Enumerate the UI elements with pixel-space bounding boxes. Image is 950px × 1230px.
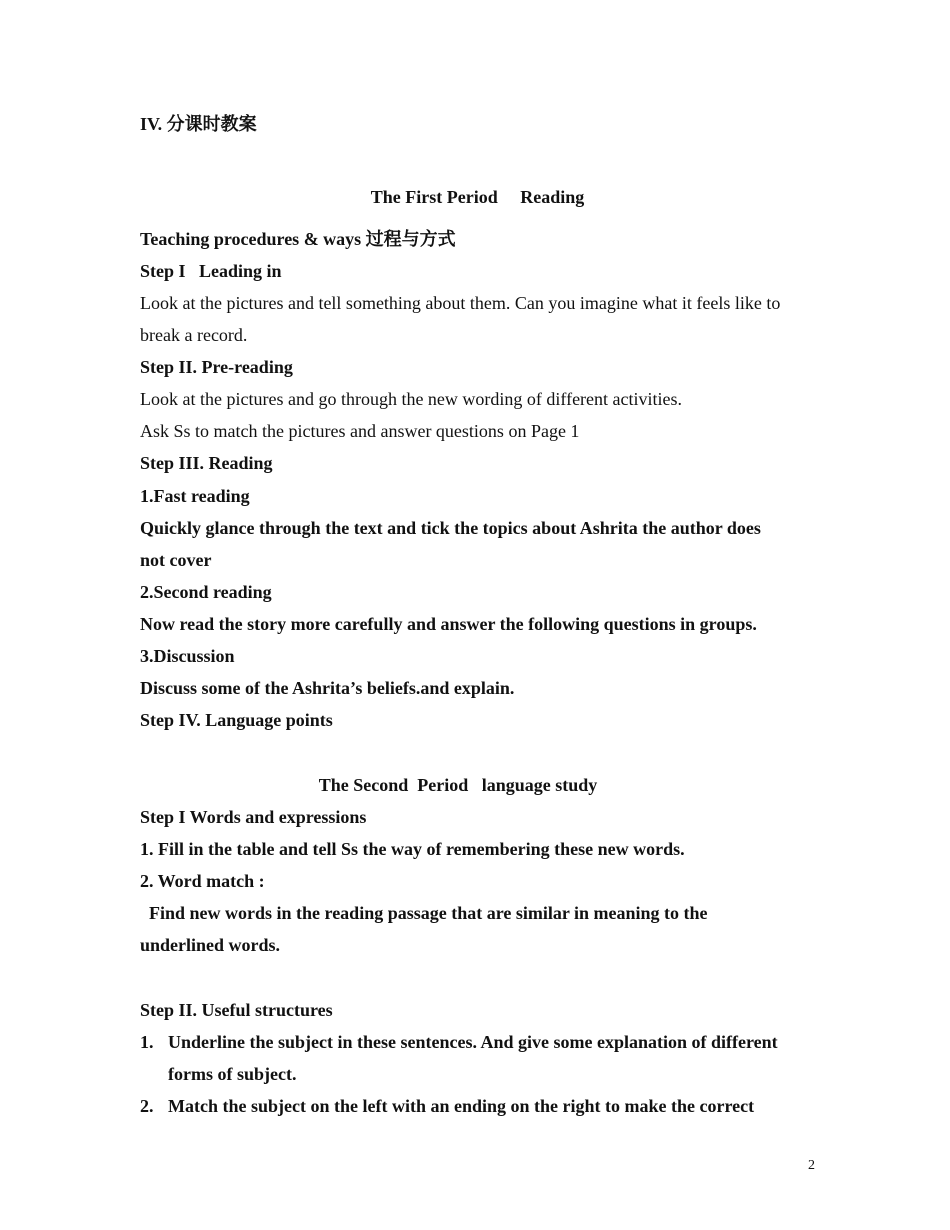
step4-title: Step IV. Language points	[140, 710, 333, 730]
p2-step1-title: Step I Words and expressions	[140, 807, 367, 827]
fast-reading-text-line1: Quickly glance through the text and tick the topics about Ashrita the author does	[140, 518, 761, 538]
p2-item1: 1. Fill in the table and tell Ss the way of remembering these new words.	[140, 839, 685, 859]
step3-title: Step III. Reading	[140, 453, 273, 473]
list-item-2-line1: Match the subject on the left with an ending on the right to make the correct	[168, 1096, 755, 1116]
procedures-heading: Teaching procedures & ways 过程与方式	[140, 229, 456, 249]
step1-title: Step I Leading in	[140, 261, 282, 281]
fast-reading-text-line2: not cover	[140, 550, 212, 570]
step1-text-line2: break a record.	[140, 325, 248, 345]
list-item-1-line2: forms of subject.	[168, 1064, 297, 1084]
step2-text-line1: Look at the pictures and go through the new wording of different activities.	[140, 389, 683, 409]
p2-step2-title: Step II. Useful structures	[140, 1000, 333, 1020]
list-item-1-line1: Underline the subject in these sentences. And give some explanation of different	[168, 1032, 778, 1052]
step2-title: Step II. Pre-reading	[140, 357, 293, 377]
p2-item2-text-line2: underlined words.	[140, 935, 281, 955]
list-item-2-number: 2.	[140, 1096, 154, 1116]
second-reading-text: Now read the story more carefully and answer the following questions in groups.	[140, 614, 757, 634]
section-heading: IV. 分课时教案	[140, 114, 257, 134]
discussion-text: Discuss some of the Ashrita’s beliefs.and explain.	[140, 678, 515, 698]
step1-text-line1: Look at the pictures and tell something about them. Can you imagine what it feels like to	[140, 293, 781, 313]
p2-item2: 2. Word match :	[140, 871, 265, 891]
list-item-1-number: 1.	[140, 1032, 154, 1052]
p2-item2-text-line1: Find new words in the reading passage that are similar in meaning to the	[140, 903, 708, 923]
step2-text-line2: Ask Ss to match the pictures and answer questions on Page 1	[140, 421, 580, 441]
period1-title: The First Period Reading	[370, 187, 585, 207]
discussion-title: 3.Discussion	[140, 646, 235, 666]
second-reading-title: 2.Second reading	[140, 582, 272, 602]
fast-reading-title: 1.Fast reading	[140, 486, 250, 506]
page-number: 2	[808, 1158, 815, 1173]
period2-title: The Second Period language study	[318, 775, 598, 795]
